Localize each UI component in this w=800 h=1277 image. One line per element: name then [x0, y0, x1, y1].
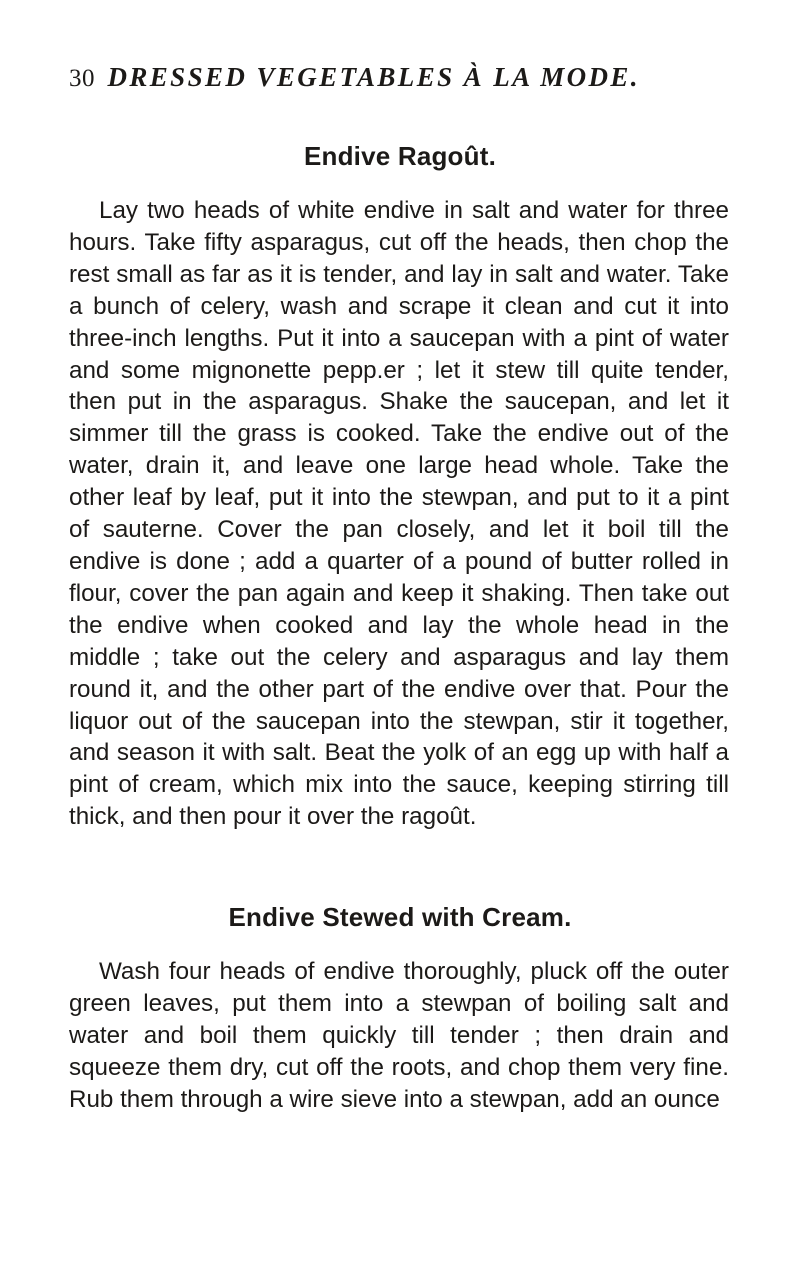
recipe-text-endive-ragout: Lay two heads of white endive in salt and water for three hours. Take fifty asparagus, cut off the heads, then chop the rest small as far as it is tender, and lay in salt and water. Take a bunch of celery, wash and scrape it clean and cut it into three-inch lengths. Put it into a saucepan with a pint of water and some mignonette pepp.er ; let it stew till quite tender, then put in the asparagus. Shake the saucepan, and let it simmer till the grass is cooked. Take the endive out of the water, drain it, and leave one large head whole. Take the other leaf by leaf, put it into the stewpan, and put to it a pint of sauterne. Cover the pan closely, and let it boil till the endive is done ; add a quarter of a pound of butter rolled in flour, cover the pan again and keep it shaking. Then take out the endive when cooked and lay the whole head in the middle ; take out the celery and asparagus and lay them round it, and the other part of the endive over that. Pour the liquor out of the saucepan into the stewpan, stir it together, and season it with salt. Beat the yolk of an egg up with half a pint of cream, which mix into the sauce, keeping stirring till thick, and then pour it over the ragoût.	[69, 197, 729, 831]
page-number: 30	[69, 65, 95, 92]
recipe-text-endive-stewed-with-cream: Wash four heads of endive thoroughly, pluck off the outer green leaves, put them into a stewpan of boiling salt and water and boil them quickly till tender ; then drain and squeeze them dry, cut off the roots, and chop them very fine. Rub them through a wire sieve into a stewpan, add an ounce	[69, 958, 729, 1113]
running-head	[69, 62, 729, 98]
recipe-title-endive-ragout: Endive Ragoût.	[303, 141, 497, 171]
recipe-title-endive-stewed-with-cream: Endive Stewed with Cream.	[228, 902, 572, 932]
running-title: DRESSED VEGETABLES À LA MODE.	[107, 62, 640, 92]
